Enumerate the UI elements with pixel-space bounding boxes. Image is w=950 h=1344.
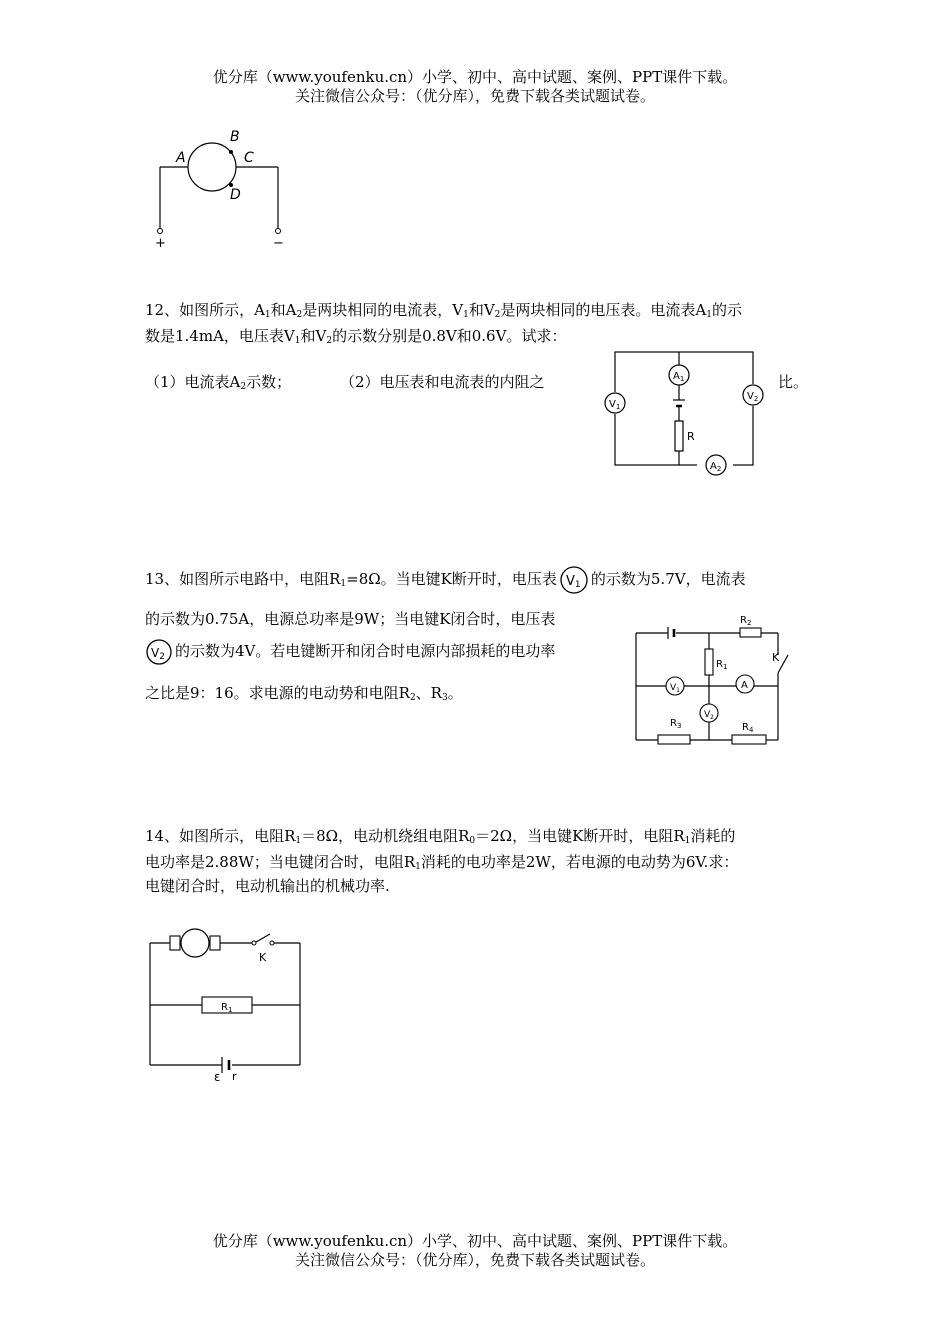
q12-line-1: 12、如图所示，$A_1$和$A_2$是两块相同的电流表，$V_1$和$V_2$是两块相同的电压表。电流表$A_1$的示 xyxy=(145,301,742,320)
svg-text:V1: $V_1$ xyxy=(609,399,621,411)
q13-line-3: V2 的示数为4V。若电键断开和闭合时电源内部损耗的电功率 xyxy=(145,637,555,666)
q14-line-3: 电键闭合时，电动机输出的机械功率. xyxy=(145,877,390,895)
header-line-1: 优分库（www.youfenku.cn）小学、初中、高中试题、案例、PPT课件下载。 xyxy=(212,68,738,86)
svg-text:V2: V2 xyxy=(151,646,165,662)
q13-fig-voltmeter-v1-icon xyxy=(666,677,684,695)
q12-part-2: （2）电压表和电流表的内阻之 xyxy=(340,373,545,391)
header-line-2: 关注微信公众号：（优分库），免费下载各类试题试卷。 xyxy=(294,87,655,105)
figure-1-circuit xyxy=(150,125,300,255)
q13-fig-ammeter-icon xyxy=(736,675,754,693)
q12-ammeter-a2-icon xyxy=(706,455,726,475)
q13-line-1: 13、如图所示电路中，电阻$R_1=8\Omega$。当电键K断开时，电压表 V1 的示数为5.7V，电流表 xyxy=(145,562,746,596)
fig1-plus-terminal: + xyxy=(155,236,166,251)
q12-part-1: （1）电流表$A_2$示数； xyxy=(145,373,292,392)
q13-fig-r3-label: $R_3$ xyxy=(670,718,682,730)
q14-motor-icon xyxy=(170,929,220,957)
q12-ammeter-a1-icon xyxy=(669,365,689,385)
q13-line-4: 之比是9：16。求电源的电动势和电阻$R_2$、$R_3$。 xyxy=(145,684,463,703)
q13-voltmeter-v1-icon xyxy=(559,565,589,595)
q14-fig-r1-label: $R_1$ xyxy=(221,1002,233,1014)
fig1-minus-terminal: − xyxy=(273,236,284,251)
svg-text:V1: $V_1$ xyxy=(670,683,680,694)
fig1-label-a: A xyxy=(176,150,186,166)
q14-line-1: 14、如图所示，电阻$R_1=8\Omega$，电动机绕组电阻$R_0=2\Omega$，当电键K断开时，电阻$R_1$消耗的 xyxy=(145,827,736,846)
svg-text:V2: $V_2$ xyxy=(747,391,759,403)
q12-voltmeter-v1-icon xyxy=(605,393,625,413)
footer-line-2: 关注微信公众号：（优分库），免费下载各类试题试卷。 xyxy=(294,1251,655,1269)
footer-line-1: 优分库（www.youfenku.cn）小学、初中、高中试题、案例、PPT课件下载。 xyxy=(212,1232,738,1250)
q13-circuit-diagram xyxy=(630,605,800,750)
q14-fig-r-label: r xyxy=(232,1070,237,1083)
q12-circuit-diagram xyxy=(605,350,765,475)
q12-part-2-end: 比。 xyxy=(778,373,809,391)
page-header xyxy=(0,68,950,106)
svg-text:A: A xyxy=(741,680,748,691)
svg-text:A2: $A_2$ xyxy=(710,461,722,473)
q14-line-2: 电功率是2.88W；当电键闭合时，电阻$R_1$消耗的电功率是2W，若电源的电动势为6V.求： xyxy=(145,853,739,872)
q14-circuit-diagram xyxy=(140,925,310,1085)
fig1-label-c: C xyxy=(244,150,254,166)
q13-fig-r1-label: $R_1$ xyxy=(716,659,728,671)
q14-fig-emf-label: ε xyxy=(214,1070,221,1084)
svg-text:V2: $V_2$ xyxy=(704,710,714,721)
q13-fig-voltmeter-v2-icon xyxy=(700,704,718,722)
fig1-label-d: D xyxy=(230,187,241,203)
q13-fig-r2-label: $R_2$ xyxy=(740,615,752,627)
q13-fig-k-label: K xyxy=(772,651,780,664)
fig1-label-b: B xyxy=(230,129,240,145)
q13-line-2: 的示数为0.75A，电源总功率是9W；当电键K闭合时，电压表 xyxy=(145,610,556,628)
q13-voltmeter-v2-icon xyxy=(145,638,173,666)
q12-resistor-label: R xyxy=(687,430,695,443)
svg-text:V1: V1 xyxy=(565,574,581,590)
q12-voltmeter-v2-icon xyxy=(743,385,763,405)
q12-line-2: 数是1.4mA，电压表$V_1$和$V_2$的示数分别是0.8V和0.6V。试求： xyxy=(145,327,567,346)
page-footer xyxy=(0,1232,950,1270)
q14-fig-k-label: K xyxy=(259,951,267,964)
q13-fig-r4-label: $R_4$ xyxy=(742,722,754,734)
svg-text:A1: $A_1$ xyxy=(673,371,685,383)
